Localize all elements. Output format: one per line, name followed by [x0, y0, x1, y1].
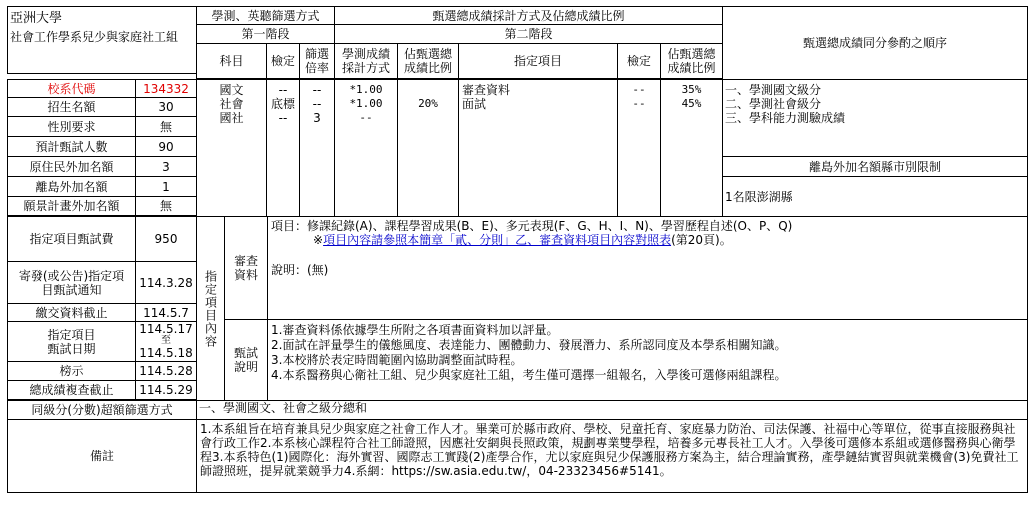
deadline-value: 114.5.7 — [135, 303, 197, 322]
info-value-gender: 無 — [135, 116, 197, 137]
exam-date-to-word: 至 — [161, 335, 171, 346]
method-item: *1.00 — [349, 83, 383, 96]
notice-value: 114.3.28 — [135, 261, 197, 304]
stage1-checks — [266, 79, 300, 217]
info-value-island: 1 — [135, 176, 197, 197]
stage2-header: 第二階段 — [334, 24, 723, 44]
stage2-methods — [334, 79, 398, 217]
ref-mark: ※ — [313, 233, 324, 247]
multiplier-item: -- — [312, 97, 322, 111]
subject-item: 國文 — [219, 83, 244, 97]
review-data-note: 說明：(無) — [271, 263, 329, 277]
multiplier-item: -- — [312, 83, 322, 97]
review-data-label: 審查資料 — [224, 216, 268, 320]
ratio2-header: 佔甄選總成績比例 — [660, 43, 723, 79]
info-label-expected: 預計甄試人數 — [7, 136, 136, 157]
exam-date-from: 114.5.17 — [139, 322, 193, 336]
stage2-ratios — [660, 79, 723, 217]
info-label-indigenous: 原住民外加名額 — [7, 156, 136, 177]
info-value-expected: 90 — [135, 136, 197, 157]
review-data-items: 項目：修課紀錄(A)、課程學習成果(B、E)、多元表現(F、G、H、I、N)、學習歷程自述(O、P、Q) — [271, 219, 793, 233]
exam-date-to: 114.5.18 — [139, 346, 193, 360]
review-label: 總成績複查截止 — [7, 380, 136, 400]
info-label-island: 離島外加名額 — [7, 176, 136, 197]
method-item: *1.00 — [349, 97, 383, 110]
interview-line: 3.本校將於表定時間範圍內協助調整面試時程。 — [271, 353, 523, 367]
info-label-gender: 性別要求 — [7, 116, 136, 137]
check2-item: -- — [632, 97, 646, 110]
designated-item: 審查資料 — [462, 83, 511, 97]
island-value: 1名限澎湖縣 — [722, 176, 1028, 217]
subject-item: 社會 — [219, 97, 244, 111]
ref-link[interactable]: 項目內容請參照本簡章「貳、分則」乙、審查資料項目內容對照表 — [323, 233, 672, 247]
tie-value: 一、學測國文、社會之級分總和 — [196, 400, 1028, 420]
multiplier-header: 篩選倍率 — [299, 43, 335, 79]
order-list — [722, 79, 1028, 157]
info-label-vision: 願景計畫外加名額 — [7, 196, 136, 216]
remarks-text: 1.本系組旨在培育兼具兒少與家庭之社會工作人才。畢業可於縣市政府、學校、兒童托育、家庭暴力防治、司法保護、社福中心等單位，從事直接服務與社會行政工作2.本系核心課程符合社工師證照，因應社安網與長照政策，規劃專業雙學程，培養多元專長社工人才。入學後可選修本系組或選修醫務與心衛學程3.本系特色(1)國際化：海外實習、國際志工實踐(2)產學合作，尤以家庭與兒少保護服務方案為主，結合理論實務，產學鏈結實習與就業機會(3)免費社工師證照班，提昇就業競爭力4.系網：https://sw.asia.edu.tw/，04-23323456#5141。 — [196, 419, 1028, 493]
fee-label: 指定項目甄試費 — [7, 216, 136, 262]
stage-group-header: 學測、英聽篩選方式 — [196, 6, 335, 25]
school-cell — [7, 6, 197, 74]
info-value-indigenous: 3 — [135, 156, 197, 177]
info-value-vision: 無 — [135, 196, 197, 216]
announce-value: 114.5.28 — [135, 361, 197, 381]
ref-tail: (第20頁)。 — [671, 233, 732, 247]
ratio-header: 佔甄選總成績比例 — [397, 43, 459, 79]
ratio-title-header: 甄選總成績採計方式及佔總成績比例 — [334, 6, 723, 25]
subject-header: 科目 — [196, 43, 267, 79]
interview-label: 甄試說明 — [224, 319, 268, 401]
exam-date-label: 指定項目甄試日期 — [7, 321, 136, 362]
check-item: -- — [278, 111, 288, 125]
stage2-checks — [617, 79, 661, 217]
stage1-multipliers — [299, 79, 335, 217]
info-label-quota: 招生名額 — [7, 97, 136, 117]
info-label-code: 校系代碼 — [7, 79, 136, 98]
interview-content — [267, 319, 1028, 401]
check-item: 底標 — [270, 97, 295, 111]
check2-header: 檢定 — [617, 43, 661, 79]
order-header: 甄選總成績同分參酌之順序 — [722, 6, 1028, 80]
content-label: 指定項目內容 — [203, 269, 218, 348]
remarks-label: 備註 — [7, 419, 197, 493]
check2-item: -- — [632, 83, 646, 96]
multiplier-item: 3 — [313, 111, 321, 125]
interview-line: 2.面試在評量學生的儀態風度、表達能力、團體動力、發展潛力、系所認同度及本學系相關知識。 — [271, 338, 787, 352]
stage1-subjects — [196, 79, 267, 217]
order-item: 一、學測國文級分 — [725, 83, 822, 97]
island-title: 離島外加名額縣市別限制 — [722, 156, 1028, 177]
ratio2-item: 45% — [681, 97, 702, 110]
tie-label: 同級分(分數)超額篩選方式 — [7, 400, 197, 420]
review-value: 114.5.29 — [135, 380, 197, 400]
fee-value: 950 — [135, 216, 197, 262]
info-value-quota: 30 — [135, 97, 197, 117]
announce-label: 榜示 — [7, 361, 136, 381]
interview-line: 4.本系醫務與心衛社工組、兒少與家庭社工組，考生僅可選擇一組報名，入學後可選修兩組課程。 — [271, 368, 787, 382]
exam-date-value — [135, 321, 197, 362]
school-name: 亞洲大學 — [10, 11, 63, 26]
method-header: 學測成績採計方式 — [334, 43, 398, 79]
stage2-ratio: 20% — [397, 79, 459, 217]
check-item: -- — [278, 83, 288, 97]
designated-item: 面試 — [462, 97, 487, 111]
department-name: 社會工作學系兒少與家庭社工組 — [10, 30, 179, 44]
designated-header: 指定項目 — [458, 43, 618, 79]
check-header: 檢定 — [266, 43, 300, 79]
method-item: -- — [359, 111, 373, 124]
content-label-cell — [196, 216, 225, 401]
stage2-items — [458, 79, 618, 217]
subject-item: 國社 — [219, 111, 244, 125]
order-item: 二、學測社會級分 — [725, 97, 822, 111]
ratio2-item: 35% — [681, 83, 702, 96]
review-data-content — [267, 216, 1028, 320]
review-data-ref — [271, 233, 1024, 247]
stage1-header: 第一階段 — [196, 24, 335, 44]
order-item: 三、學科能力測驗成績 — [725, 111, 846, 125]
info-value-code: 134332 — [135, 79, 197, 98]
interview-line: 1.審查資料係依據學生所附之各項書面資料加以評量。 — [271, 323, 559, 337]
notice-label: 寄發(或公告)指定項目甄試通知 — [7, 261, 136, 304]
deadline-label: 繳交資料截止 — [7, 303, 136, 322]
